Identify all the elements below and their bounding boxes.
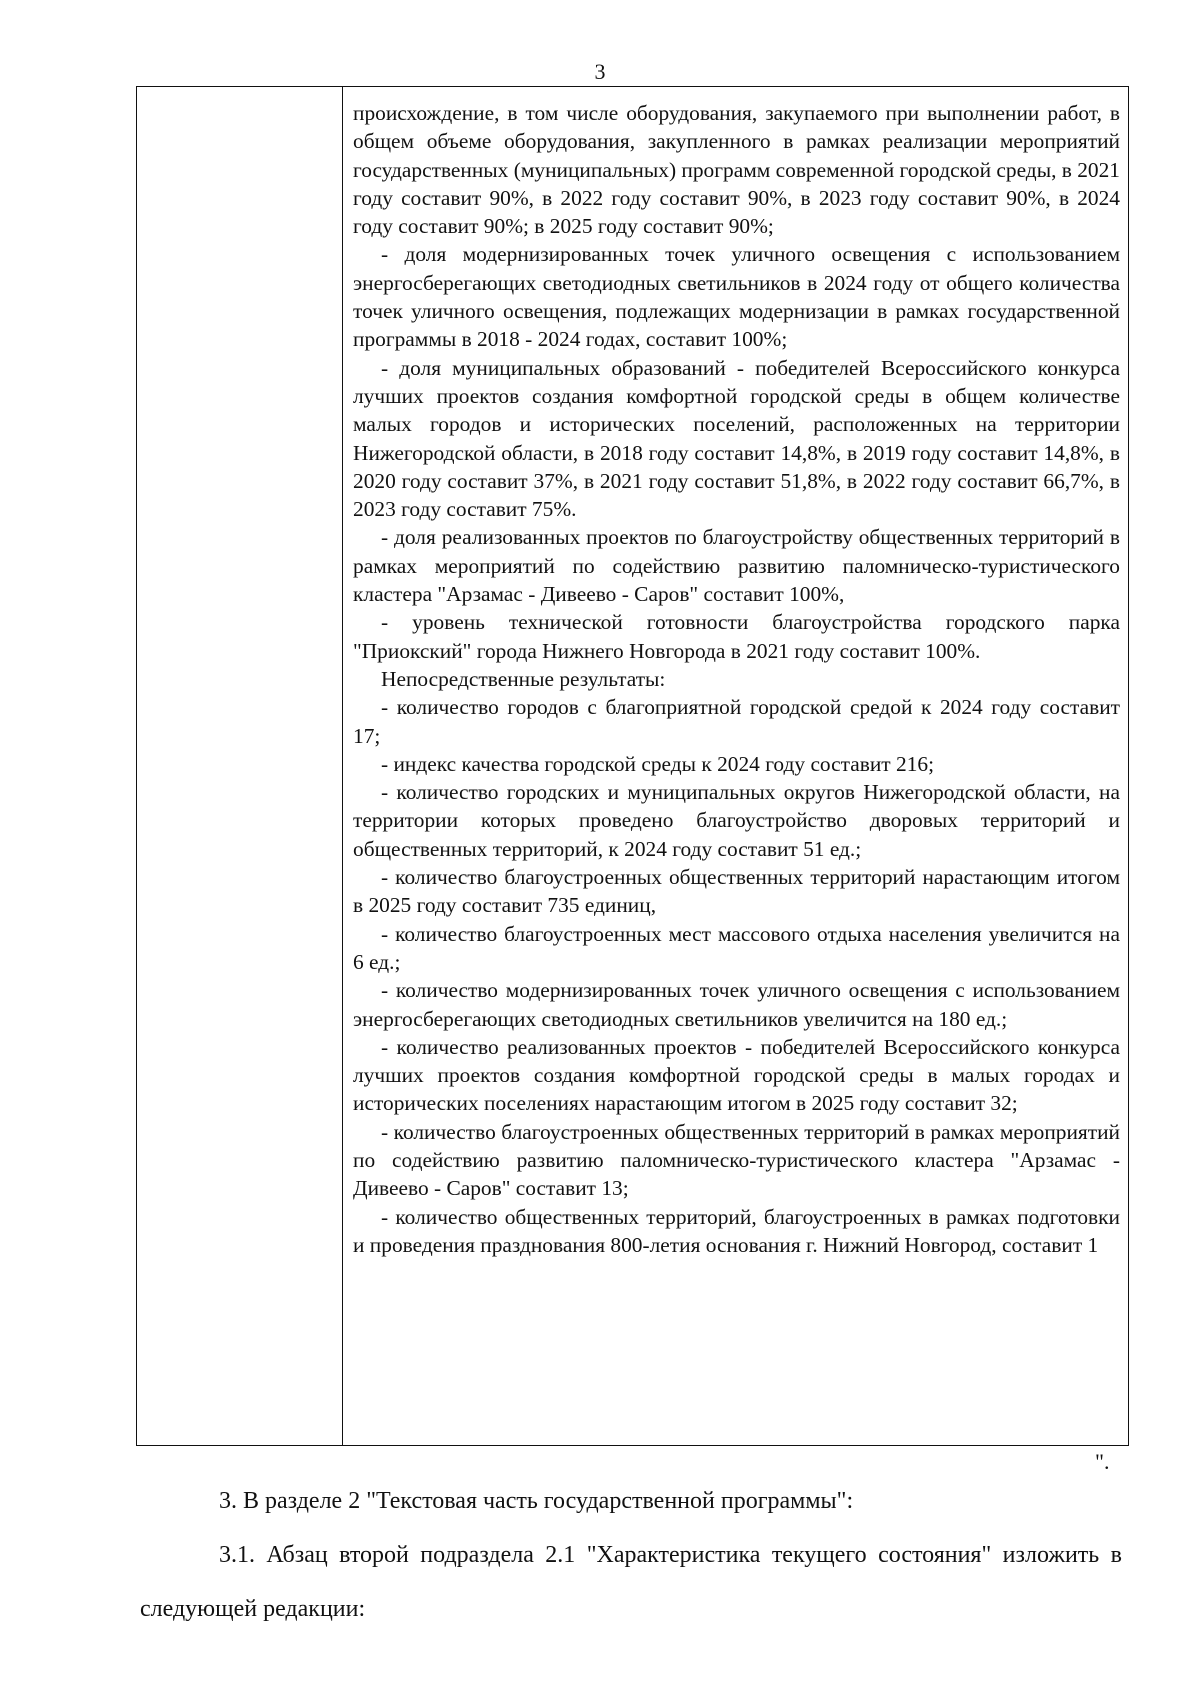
body-paragraph-section-3-1: 3.1. Абзац второй подраздела 2.1 "Характеристика текущего состояния" изложить в следующей редакции: xyxy=(140,1542,1122,1622)
table-right-cell xyxy=(343,87,1128,1445)
body-paragraph-section-3: 3. В разделе 2 "Текстовая часть государственной программы": xyxy=(219,1488,854,1514)
page-number: 3 xyxy=(594,59,606,84)
table-paragraph: - уровень технической готовности благоустройства городского парка "Приокский" города Нижнего Новгорода в 2021 году составит 100%. xyxy=(353,610,1120,663)
table-paragraph: - индекс качества городской среды к 2024 году составит 216; xyxy=(381,751,935,776)
table-paragraph: происхождение, в том числе оборудования, закупаемого при выполнении работ, в общем объеме оборудования, закупленного в рамках реализации мероприятий государственных (муниципальных) программ современной городской среды, в 2021 году составит 90%, в 2022 году составит 90%, в 2023 году составит 90%, в 2024 году составит 90%; в 2025 году составит 90%; xyxy=(353,101,1120,239)
table-paragraph: - количество общественных территорий, благоустроенных в рамках подготовки и проведения празднования 800-летия основания г. Нижний Новгород, составит 1 xyxy=(353,1204,1120,1257)
table-paragraph: - количество модернизированных точек уличного освещения с использованием энергосберегающих светодиодных светильников увеличится на 180 ед.; xyxy=(353,978,1120,1031)
table-left-cell xyxy=(137,87,343,1445)
table-paragraph: - количество городов с благоприятной городской средой к 2024 году составит 17; xyxy=(353,695,1120,748)
table-paragraph: - количество благоустроенных общественных территорий нарастающим итогом в 2025 году составит 735 единиц, xyxy=(353,865,1120,918)
closing-quote: ". xyxy=(1095,1449,1110,1474)
table-paragraph: - количество городских и муниципальных округов Нижегородской области, на территории которых проведено благоустройство дворовых территорий и общественных территорий, к 2024 году составит 51 ед.; xyxy=(353,780,1120,861)
table-paragraph: - количество реализованных проектов - победителей Всероссийского конкурса лучших проектов создания комфортной городской среды в малых городах и исторических поселениях нарастающим итогом в 2025 году составит 32; xyxy=(353,1034,1120,1116)
table-paragraph: - количество благоустроенных общественных территорий в рамках мероприятий по содействию развитию паломническо-туристического кластера "Арзамас - Дивеево - Саров" составит 13; xyxy=(353,1119,1120,1201)
indicator-table xyxy=(136,86,1129,1446)
table-paragraph: - доля модернизированных точек уличного освещения с использованием энергосберегающих светодиодных светильников в 2024 году от общего количества точек уличного освещения, подлежащих модернизации в рамках государственной программы в 2018 - 2024 годах, составит 100%; xyxy=(353,242,1120,352)
table-paragraph: - количество благоустроенных мест массового отдыха населения увеличится на 6 ед.; xyxy=(353,921,1120,974)
table-paragraph: Непосредственные результаты: xyxy=(381,666,666,691)
table-paragraph: - доля муниципальных образований - победителей Всероссийского конкурса лучших проектов создания комфортной городской среды в общем количестве малых городов и исторических поселений, расположенных на территории Нижегородской области, в 2018 году составит 14,8%, в 2019 году составит 14,8%, в 2020 году составит 37%, в 2021 году составит 51,8%, в 2022 году составит 66,7%, в 2023 году составит 75%. xyxy=(353,355,1120,522)
table-paragraph: - доля реализованных проектов по благоустройству общественных территорий в рамках мероприятий по содействию развитию паломническо-туристического кластера "Арзамас - Дивеево - Саров" составит 100%, xyxy=(353,525,1120,607)
